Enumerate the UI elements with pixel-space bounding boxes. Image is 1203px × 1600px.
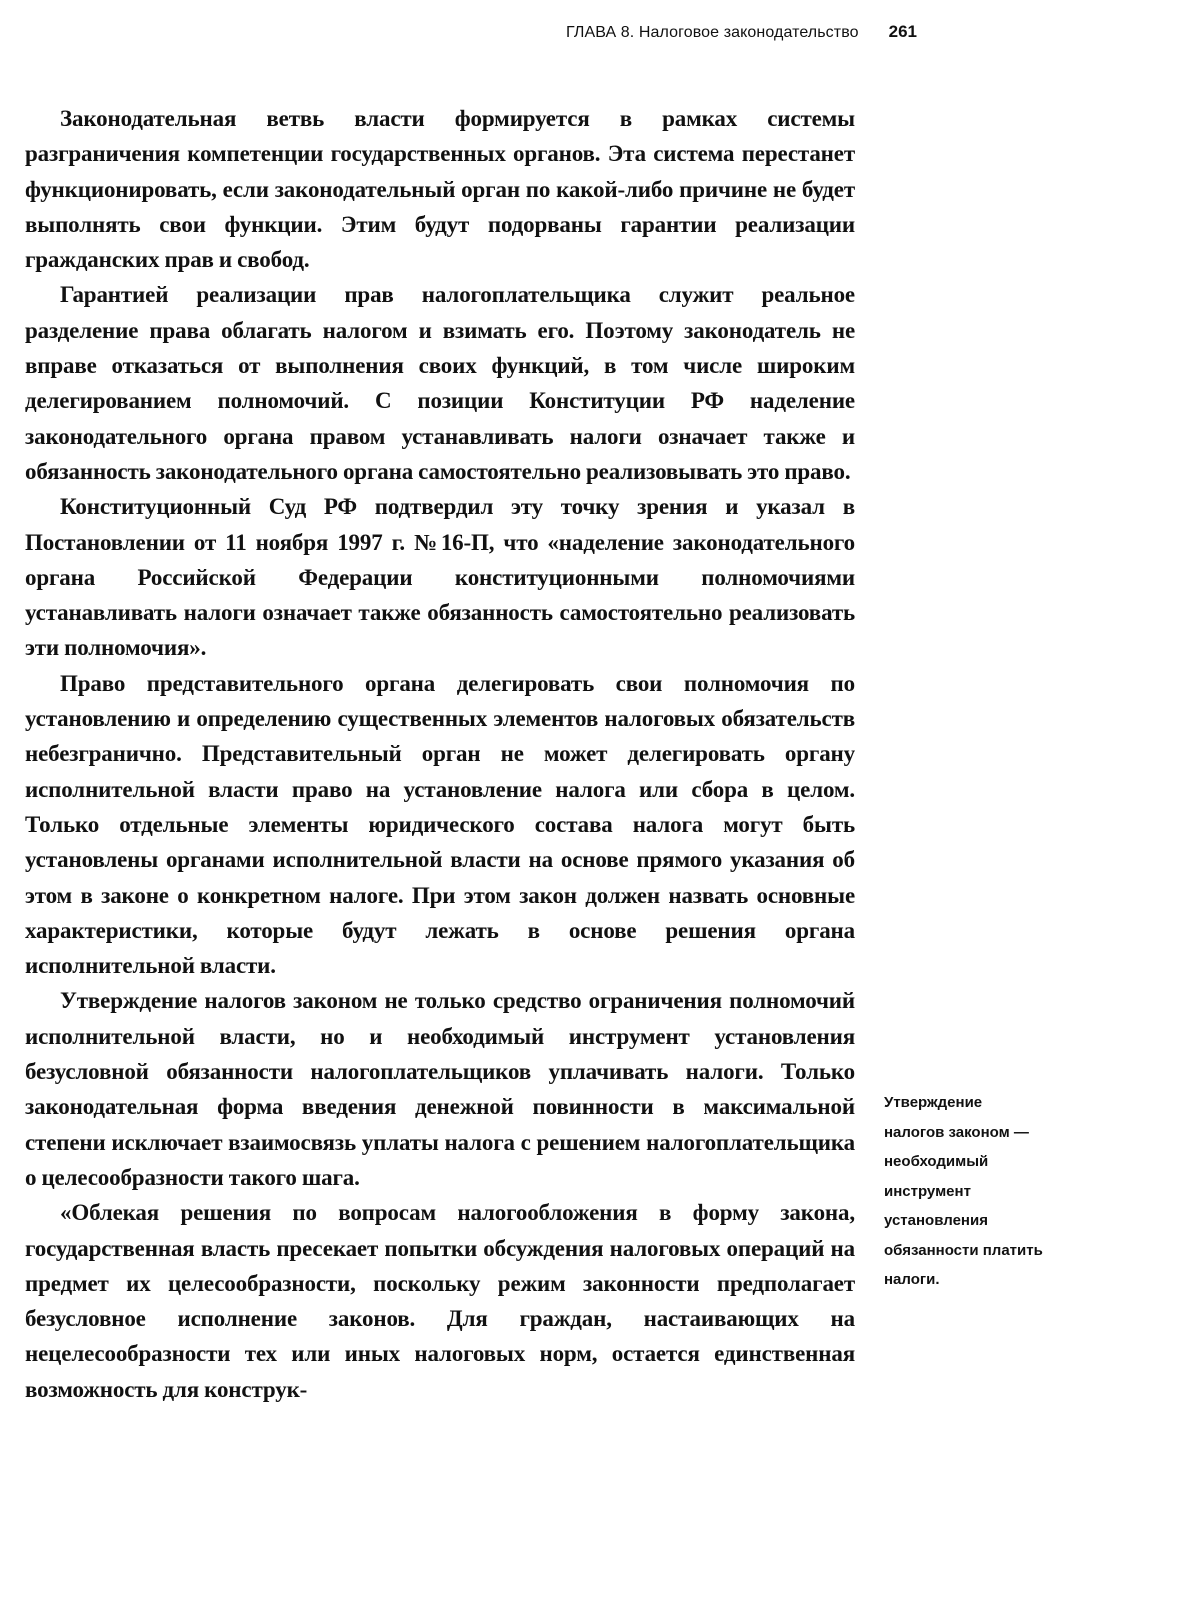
paragraph: Конституционный Суд РФ подтвердил эту точку зрения и указал в Постановлении от 11 ноября 1997 г. №16-П, что «наделение законодательного органа Российской Федерации конституционными полномочиями устанавливать налоги означает также обязанность самостоятельно реализовать эти полномочия». bbox=[25, 494, 855, 661]
running-head bbox=[400, 20, 917, 44]
paragraph: Гарантией реализации прав налогоплательщика служит реальное разделение права облагать налогом и взимать его. Поэтому законодатель не вправе отказаться от выполнения своих функций, в том числе широким делегированием полномочий. С позиции Конституции РФ наделение законодательного органа правом устанавливать налоги означает также и обязанность законодательного органа самостоятельно реализовывать это право. bbox=[25, 282, 855, 484]
margin-note-line: необходимый bbox=[884, 1153, 989, 1170]
margin-note-line: инструмент bbox=[884, 1182, 971, 1200]
chapter-title: ГЛАВА 8. Налоговое законодательство bbox=[566, 24, 859, 41]
margin-note-line: обязанности платить bbox=[884, 1241, 1043, 1259]
main-text-column bbox=[25, 101, 855, 1407]
page-number: 261 bbox=[888, 22, 917, 41]
margin-note-line: установления bbox=[884, 1212, 988, 1229]
margin-note-line: налогов законом — bbox=[884, 1123, 1029, 1141]
margin-note bbox=[884, 1088, 1099, 1295]
paragraph: «Облекая решения по вопросам налогообложения в форму закона, государственная власть пресекает попытки обсуждения налоговых операций на предмет их целесообразности, поскольку режим законности предполагает безусловное исполнение законов. Для граждан, настаивающих на нецелесообразности тех или иных налоговых норм, остается единственная возможность для конструк- bbox=[25, 1200, 855, 1402]
paragraph: Право представительного органа делегировать свои полномочия по установлению и определению существенных элементов налоговых обязательств небезгранично. Представительный орган не может делегировать органу исполнительной власти право на установление налога или сбора в целом. Только отдельные элементы юридического состава налога могут быть установлены органами исполнительной власти на основе прямого указания об этом в законе о конкретном налоге. При этом закон должен назвать основные характеристики, которые будут лежать в основе решения органа исполнительной власти. bbox=[25, 670, 855, 979]
paragraph: Утверждение налогов законом не только средство ограничения полномочий исполнительной власти, но и необходимый инструмент установления безусловной обязанности налогоплательщиков уплачивать налоги. Только законодательная форма введения денежной повинности в максимальной степени исключает взаимосвязь уплаты налога с решением налогоплательщика о целесообразности такого шага. bbox=[25, 988, 855, 1190]
margin-note-line: налоги. bbox=[884, 1271, 940, 1288]
paragraph: Законодательная ветвь власти формируется в рамках системы разграничения компетенции государственных органов. Эта система перестанет функционировать, если законодательный орган по какой-либо причине не будет выполнять свои функции. Этим будут подорваны гарантии реализации гражданских прав и свобод. bbox=[25, 106, 855, 273]
margin-note-line: Утверждение bbox=[884, 1094, 983, 1111]
